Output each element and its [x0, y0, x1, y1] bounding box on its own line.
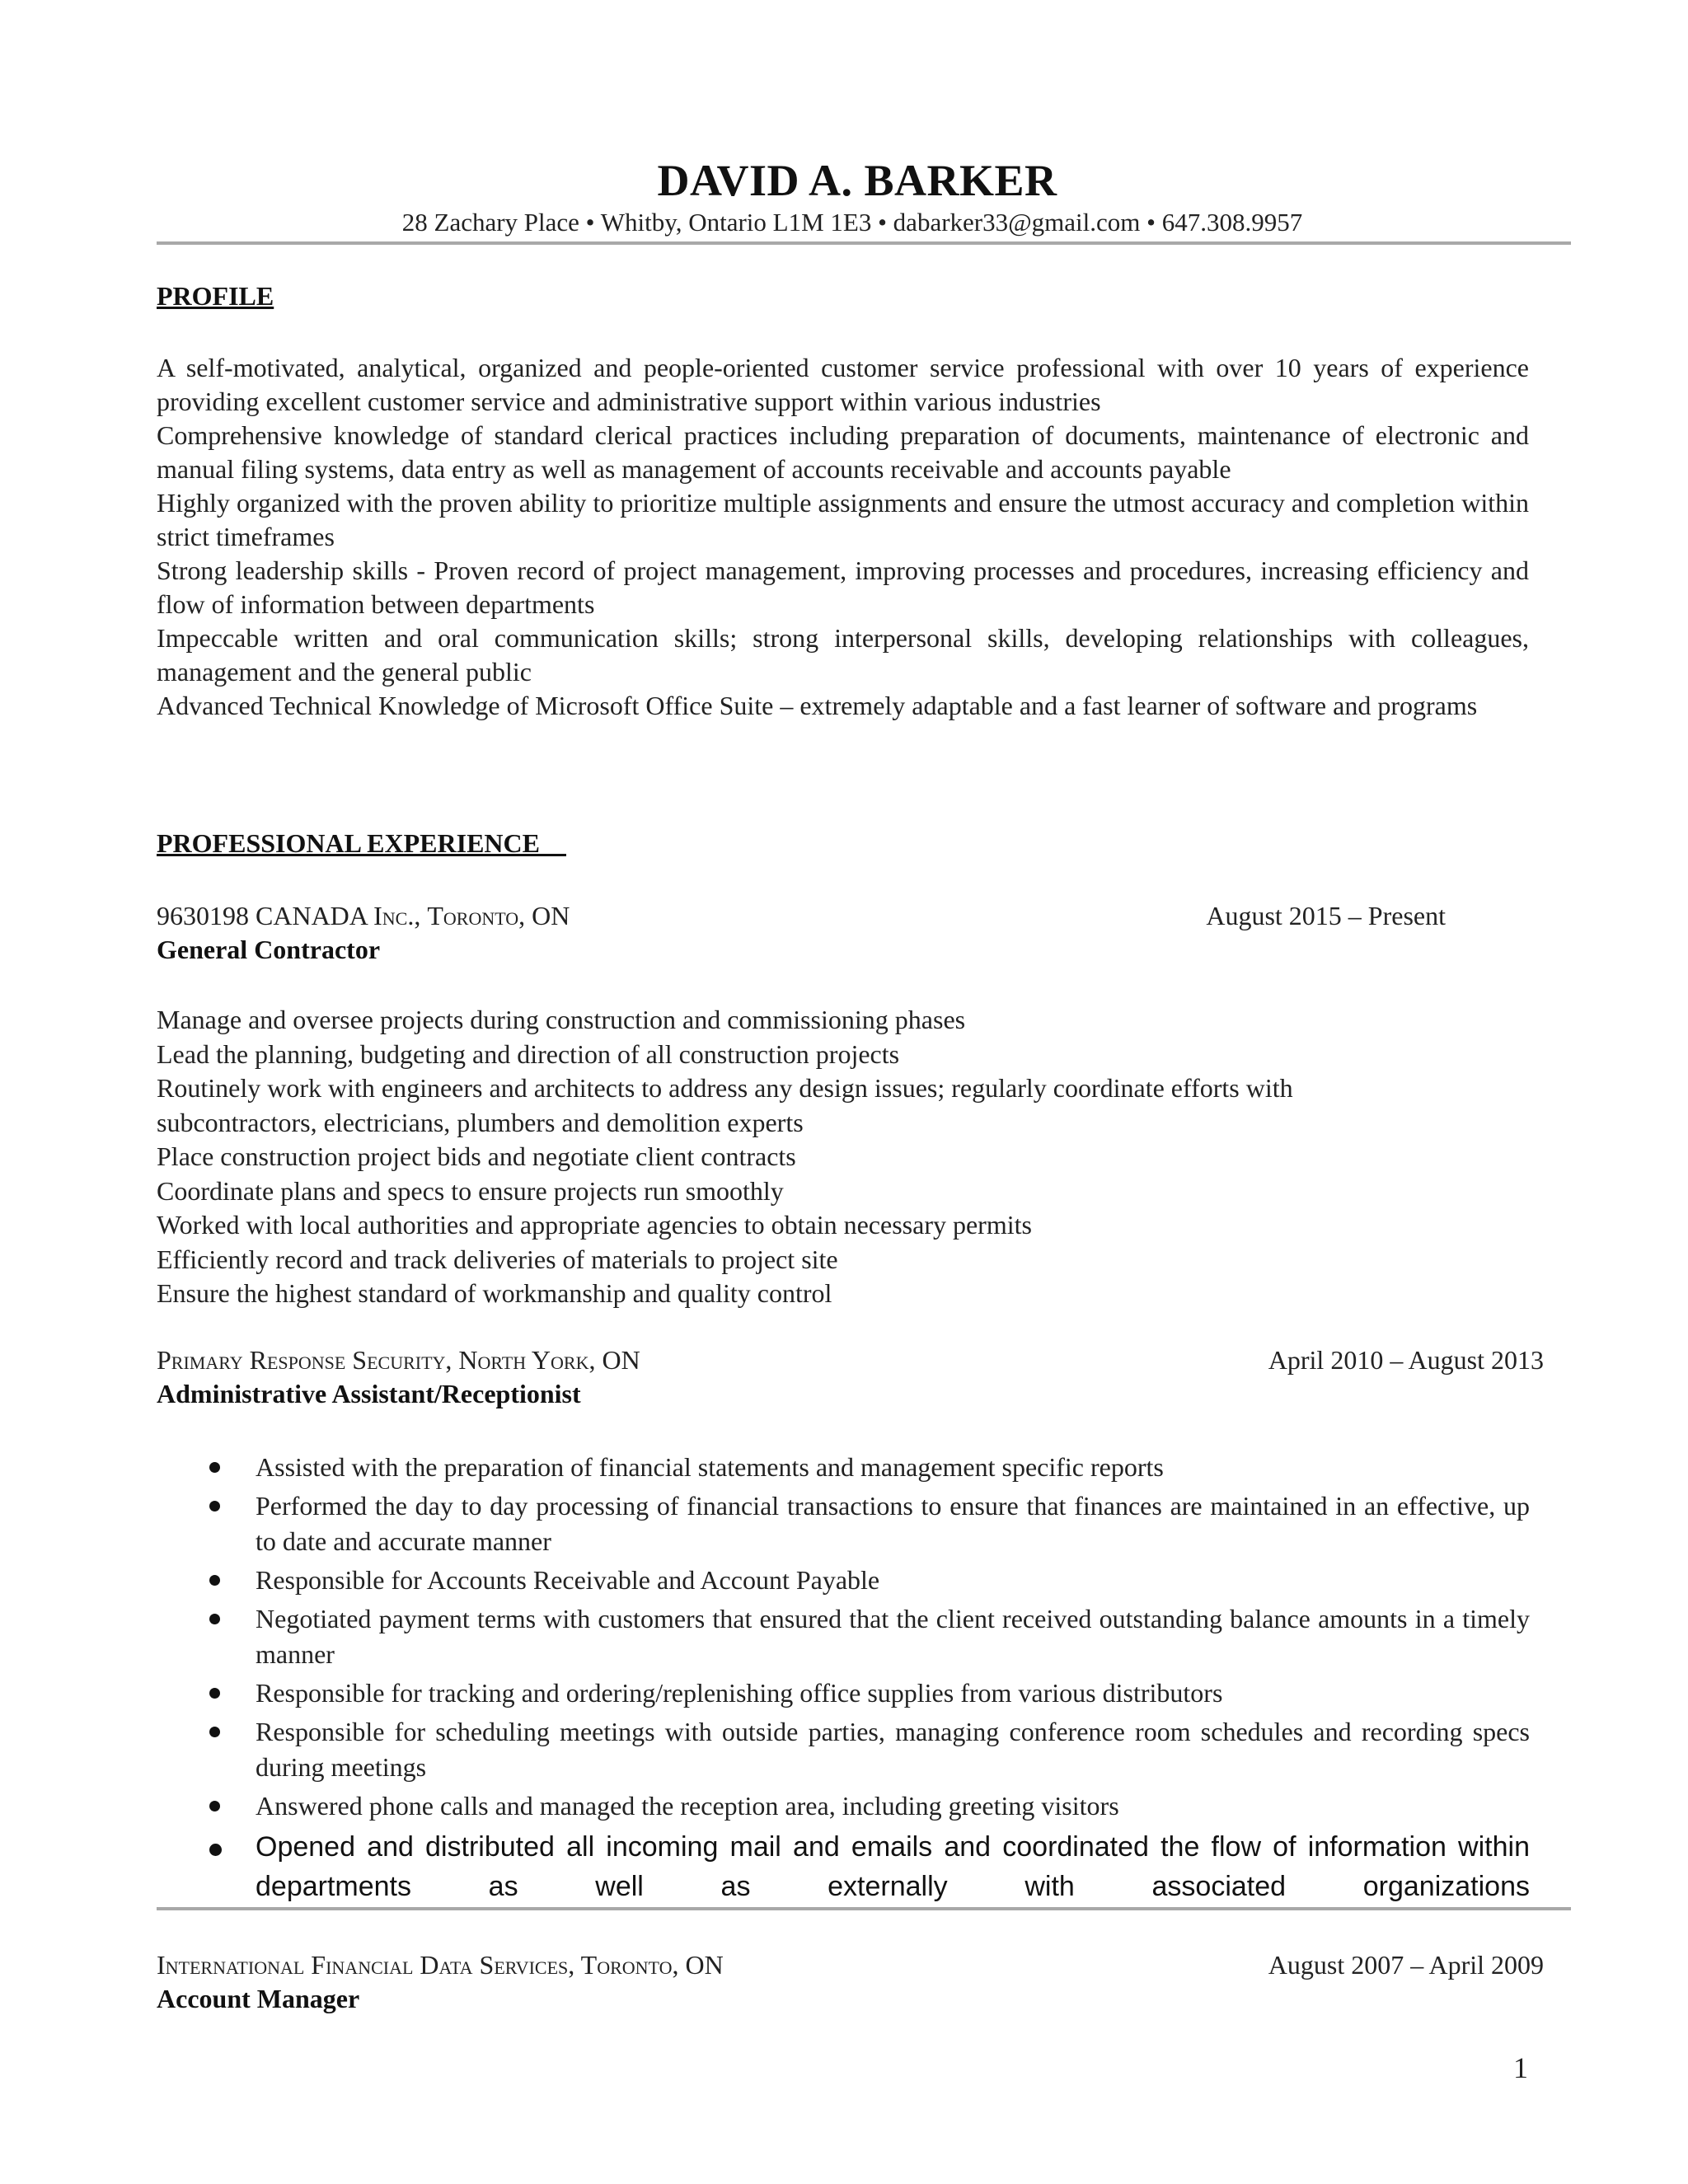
duty-line: Routinely work with engineers and architects to address any design issues; regularly coordinate efforts with [157, 1073, 1293, 1103]
job-title: Administrative Assistant/Receptionist [157, 1379, 581, 1408]
bullet-item: Opened and distributed all incoming mail and emails and coordinated the flow of information within departments as well as externally with associated organizations [203, 1827, 1530, 1906]
job-dates: August 2007 – April 2009 [1268, 1950, 1544, 1980]
duty-line: Place construction project bids and negotiate client contracts [157, 1141, 796, 1171]
duty-line: subcontractors, electricians, plumbers and demolition experts [157, 1107, 804, 1137]
job-title: General Contractor [157, 935, 381, 964]
profile-item: Impeccable written and oral communication skills; strong interpersonal skills, developing relationships with colleagues, management and the general public [157, 623, 1529, 687]
job-duties [157, 1003, 1525, 1311]
duty-line: Worked with local authorities and appropriate agencies to obtain necessary permits [157, 1210, 1032, 1240]
job-dates: April 2010 – August 2013 [1268, 1345, 1544, 1375]
bullet-icon [209, 1575, 220, 1586]
job-bullet-list [203, 1450, 1530, 1910]
profile-item: Strong leadership skills - Proven record of project management, improving processes and procedures, increasing efficiency and flow of information between departments [157, 555, 1529, 619]
section-divider [157, 1907, 1571, 1910]
bullet-item: Responsible for Accounts Receivable and Account Payable [203, 1563, 1530, 1598]
job-company: 9630198 CANADA Inc., Toronto, ON [157, 901, 570, 930]
duty-line: Ensure the highest standard of workmanship and quality control [157, 1278, 832, 1308]
bullet-icon [209, 1727, 220, 1737]
candidate-name: DAVID A. BARKER [657, 156, 1057, 205]
job-header [157, 1950, 1544, 1980]
profile-item: A self-motivated, analytical, organized and people-oriented customer service professional with over 10 years of experience providing excellent customer service and administrative support within various industries [157, 353, 1529, 416]
bullet-icon [209, 1501, 220, 1511]
contact-line: 28 Zachary Place • Whitby, Ontario L1M 1E3 • dabarker33@gmail.com • 647.308.9957 [401, 208, 1303, 237]
bullet-item: Responsible for scheduling meetings with outside parties, managing conference room schedules and recording specs during meetings [203, 1714, 1530, 1785]
job-header [157, 1345, 1544, 1376]
profile-item: Advanced Technical Knowledge of Microsoft Office Suite – extremely adaptable and a fast learner of software and programs [157, 691, 1478, 720]
job-title: Account Manager [157, 1984, 360, 2013]
profile-summary [157, 351, 1529, 723]
bullet-item: Performed the day to day processing of financial transactions to ensure that finances are maintained in an effective, up to date and accurate manner [203, 1488, 1530, 1559]
bullet-item: Assisted with the preparation of financial statements and management specific reports [203, 1450, 1530, 1485]
bullet-icon [209, 1844, 222, 1856]
profile-item: Highly organized with the proven ability to prioritize multiple assignments and ensure the utmost accuracy and completion within strict timeframes [157, 488, 1529, 551]
job-header [157, 901, 1446, 931]
profile-item: Comprehensive knowledge of standard clerical practices including preparation of documents, maintenance of electronic and manual filing systems, data entry as well as management of accounts receivable and accounts payable [157, 420, 1529, 484]
bullet-icon [209, 1688, 220, 1699]
profile-heading: PROFILE [157, 281, 274, 311]
job-company: International Financial Data Services, Toronto, ON [157, 1950, 724, 1980]
bullet-icon [209, 1614, 220, 1624]
duty-line: Manage and oversee projects during construction and commissioning phases [157, 1005, 966, 1034]
duty-line: Lead the planning, budgeting and direction of all construction projects [157, 1038, 900, 1069]
bullet-item: Negotiated payment terms with customers that ensured that the client received outstanding balance amounts in a timely manner [203, 1601, 1530, 1672]
job-company: Primary Response Security, North York, ON [157, 1345, 640, 1375]
bullet-icon [209, 1801, 220, 1811]
page-number: 1 [1513, 2051, 1528, 2084]
bullet-icon [209, 1462, 220, 1473]
job-dates: August 2015 – Present [1206, 901, 1446, 930]
bullet-item: Answered phone calls and managed the reception area, including greeting visitors [203, 1788, 1530, 1824]
header-divider [157, 241, 1571, 245]
bullet-item: Responsible for tracking and ordering/replenishing office supplies from various distributors [203, 1675, 1530, 1711]
duty-line: Efficiently record and track deliveries of materials to project site [157, 1244, 838, 1274]
experience-heading: PROFESSIONAL EXPERIENCE [157, 828, 566, 858]
duty-line: Coordinate plans and specs to ensure projects run smoothly [157, 1175, 784, 1206]
